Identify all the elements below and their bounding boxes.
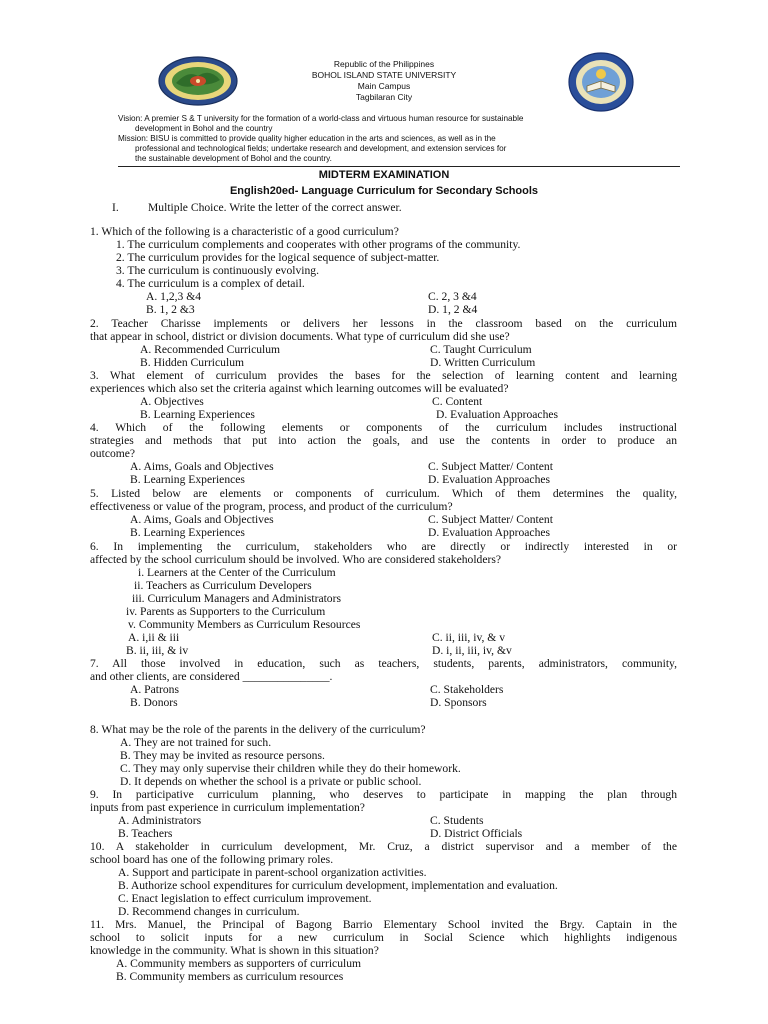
q2-choice-b: B. Hidden Curriculum [140, 356, 245, 369]
q1-choice-c: C. 2, 3 &4 [428, 290, 477, 303]
q6-roman-v: v. Community Members as Curriculum Resources [128, 618, 361, 631]
q6-roman-iii: iii. Curriculum Managers and Administrators [132, 592, 341, 605]
q1-choice-d: D. 1, 2 &4 [428, 303, 478, 316]
q1-item-4: 4. The curriculum is a complex of detail. [116, 277, 305, 290]
part-instructions: Multiple Choice. Write the letter of the correct answer. [148, 201, 402, 214]
q4-choice-a: A. Aims, Goals and Objectives [130, 460, 274, 473]
mission-line-3: the sustainable development of Bohol and the country. [135, 154, 332, 163]
university-name: BOHOL ISLAND STATE UNIVERSITY [311, 70, 457, 80]
q6-choice-a: A. i,ii & iii [128, 631, 180, 644]
q9-choice-b: B. Teachers [118, 827, 173, 840]
q6-roman-ii: ii. Teachers as Curriculum Developers [134, 579, 312, 592]
q11-choice-a: A. Community members as supporters of curriculum [116, 957, 362, 970]
campus-line: Main Campus [357, 81, 411, 91]
q6-stem-line-2: affected by the school curriculum should be involved. Who are considered stakeholders? [90, 553, 502, 566]
q8-choice-b: B. They may be invited as resource persons. [120, 749, 325, 762]
vision-statement [118, 114, 678, 134]
q5-choice-a: A. Aims, Goals and Objectives [130, 513, 274, 526]
q2-stem-line-1: 2. Teacher Charisse implements or delivers her lessons in the classroom based on the curriculum [90, 317, 677, 330]
q7-stem-line-1: 7. All those involved in education, such as teachers, students, parents, administrators, community, [90, 657, 677, 670]
q3-stem-line-2: experiences which also set the criteria against which learning outcomes will be evaluated? [90, 382, 509, 395]
q9-choice-c: C. Students [430, 814, 484, 827]
header-divider [118, 166, 680, 167]
q9-stem-line-2: inputs from past experience in curriculum implementation? [90, 801, 365, 814]
q6-choice-b: B. ii, iii, & iv [126, 644, 189, 657]
q6-choice-c: C. ii, iii, iv, & v [432, 631, 506, 644]
q3-choice-b: B. Learning Experiences [140, 408, 255, 421]
q4-choice-c: C. Subject Matter/ Content [428, 460, 553, 473]
q1-choice-b: B. 1, 2 &3 [146, 303, 195, 316]
q7-choice-d: D. Sponsors [430, 696, 487, 709]
exam-title: MIDTERM EXAMINATION [318, 169, 450, 181]
q2-stem-line-2: that appear in school, district or division documents. What type of curriculum did she use? [90, 330, 510, 343]
republic-line: Republic of the Philippines [333, 59, 435, 69]
q4-stem-line-2: strategies and methods that put into action the goals, and use the contents in order to produce an [90, 434, 677, 447]
mission-line-1: Mission: BISU is committed to provide quality higher education in the arts and sciences, as well as in the [118, 134, 496, 143]
q9-choice-a: A. Administrators [118, 814, 202, 827]
q10-choice-a: A. Support and participate in parent-school organization activities. [118, 866, 427, 879]
q1-item-2: 2. The curriculum provides for the logical sequence of subject-matter. [116, 251, 440, 264]
vision-line-2: development in Bohol and the country [135, 124, 273, 133]
q1-stem: 1. Which of the following is a characteristic of a good curriculum? [90, 225, 399, 238]
q3-choice-c: C. Content [432, 395, 483, 408]
q7-choice-a: A. Patrons [130, 683, 179, 696]
q3-stem-line-1: 3. What element of curriculum provides the bases for the selection of learning content and learning [90, 369, 677, 382]
q3-choice-d: D. Evaluation Approaches [436, 408, 559, 421]
q5-stem-line-1: 5. Listed below are elements or components of curriculum. Which of them determines the quality, [90, 487, 677, 500]
q5-stem-line-2: effectiveness or value of the program, process, and product of the curriculum? [90, 500, 453, 513]
q1-item-3: 3. The curriculum is continuously evolving. [116, 264, 319, 277]
course-title: English20ed- Language Curriculum for Secondary Schools [229, 185, 539, 197]
part-number: I. [112, 201, 119, 214]
q8-choice-d: D. It depends on whether the school is a private or public school. [120, 775, 422, 788]
q2-choice-a: A. Recommended Curriculum [140, 343, 281, 356]
document-header [0, 0, 768, 170]
q9-choice-d: D. District Officials [430, 827, 523, 840]
q7-choice-c: C. Stakeholders [430, 683, 504, 696]
q4-stem-line-3: outcome? [90, 447, 136, 460]
q2-choice-d: D. Written Curriculum [430, 356, 536, 369]
q5-choice-c: C. Subject Matter/ Content [428, 513, 553, 526]
q11-choice-b: B. Community members as curriculum resources [116, 970, 344, 983]
q6-choice-d: D. i, ii, iii, iv, &v [432, 644, 512, 657]
q8-choice-c: C. They may only supervise their children while they do their homework. [120, 762, 461, 775]
vision-line-1: Vision: A premier S & T university for the formation of a world-class and virtuous human resource for sustainable [118, 114, 524, 123]
q6-stem-line-1: 6. In implementing the curriculum, stakeholders who are directly or indirectly interested in or [90, 540, 677, 553]
q7-stem-line-2: and other clients, are considered _______________. [90, 670, 333, 683]
q11-stem-line-3: knowledge in the community. What is shown in this situation? [90, 944, 379, 957]
q4-stem-line-1: 4. Which of the following elements or components of the curriculum includes instructional [90, 421, 677, 434]
q10-choice-c: C. Enact legislation to effect curriculum improvement. [118, 892, 372, 905]
q5-choice-d: D. Evaluation Approaches [428, 526, 551, 539]
q10-choice-d: D. Recommend changes in curriculum. [118, 905, 300, 918]
city-line: Tagbilaran City [355, 92, 413, 102]
mission-line-2: professional and technological fields; undertake research and development, and extension services for [135, 144, 507, 153]
q10-stem-line-2: school board has one of the following primary roles. [90, 853, 334, 866]
q10-choice-b: B. Authorize school expenditures for curriculum development, implementation and evaluation. [118, 879, 558, 892]
mission-statement [118, 134, 678, 164]
q8-stem: 8. What may be the role of the parents in the delivery of the curriculum? [90, 723, 426, 736]
q8-choice-a: A. They are not trained for such. [120, 736, 272, 749]
q10-stem-line-1: 10. A stakeholder in curriculum development, Mr. Cruz, a district supervisor and a member of the [90, 840, 677, 853]
q6-roman-iv: iv. Parents as Supporters to the Curriculum [126, 605, 326, 618]
q3-choice-a: A. Objectives [140, 395, 204, 408]
q9-stem-line-1: 9. In participative curriculum planning, who deserves to participate in mapping the plan through [90, 788, 677, 801]
q2-choice-c: C. Taught Curriculum [430, 343, 532, 356]
q4-choice-b: B. Learning Experiences [130, 473, 245, 486]
q5-choice-b: B. Learning Experiences [130, 526, 245, 539]
q11-stem-line-1: 11. Mrs. Manuel, the Principal of Bagong Barrio Elementary School invited the Brgy. Captain in the [90, 918, 677, 931]
q1-choice-a: A. 1,2,3 &4 [146, 290, 202, 303]
q7-choice-b: B. Donors [130, 696, 178, 709]
q4-choice-d: D. Evaluation Approaches [428, 473, 551, 486]
q6-roman-i: i. Learners at the Center of the Curriculum [138, 566, 336, 579]
q1-item-1: 1. The curriculum complements and cooperates with other programs of the community. [116, 238, 521, 251]
q11-stem-line-2: school to solicit inputs for a new curriculum in Social Science which highlights indigenous [90, 931, 677, 944]
